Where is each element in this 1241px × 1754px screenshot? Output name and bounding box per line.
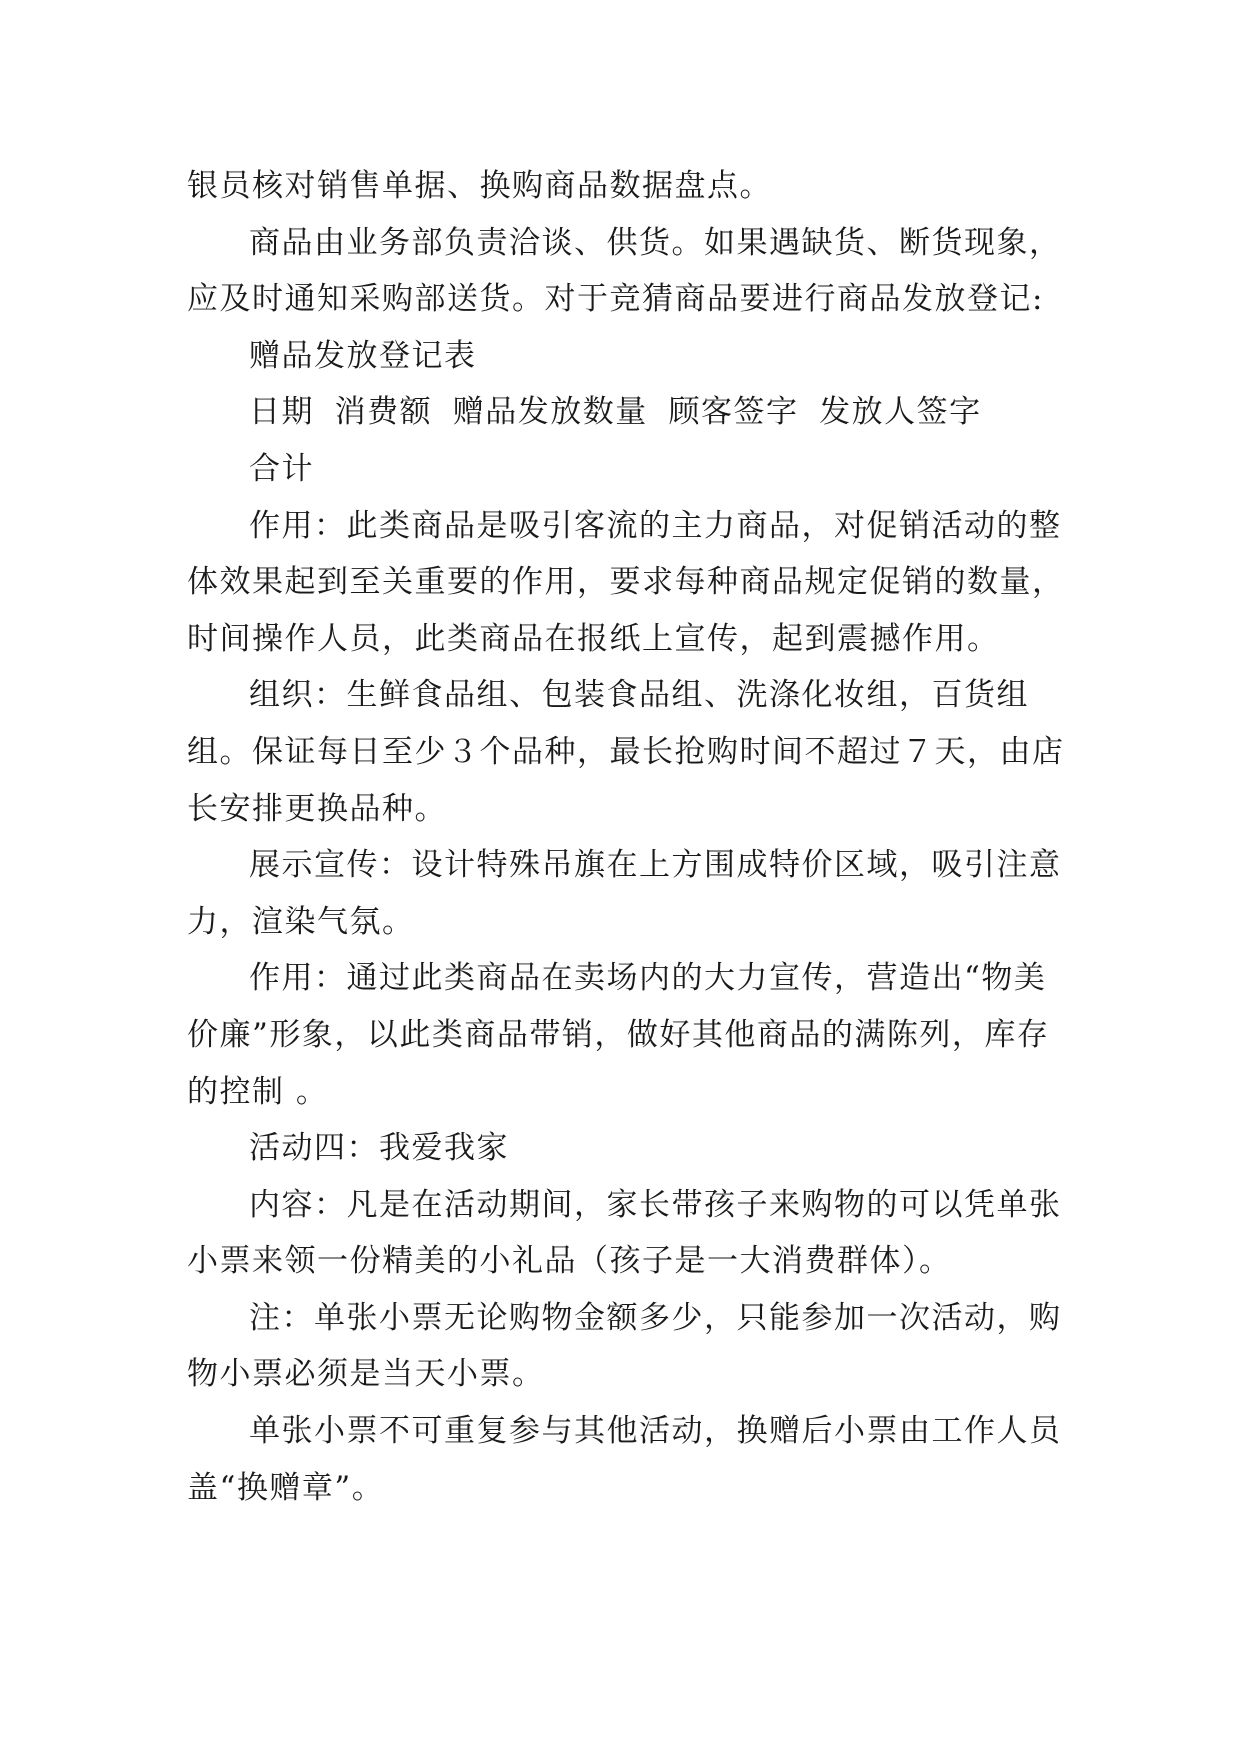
paragraph-supply: 商品由业务部负责洽谈、供货。如果遇缺货、断货现象，应及时通知采购部送货。对于竞猜商品要进行商品发放登记: [187, 224, 1062, 318]
paragraph-effect-1: 作用：此类商品是吸引客流的主力商品，对促销活动的整体效果起到至关重要的作用，要求每种商品规定促销的数量，时间操作人员，此类商品在报纸上宣传，起到震撼作用。 [187, 507, 1065, 657]
paragraph-content: 内容：凡是在活动期间，家长带孩子来购物的可以凭单张小票来领一份精美的小礼品（孩子是一大消费群体）。 [187, 1186, 1062, 1280]
paragraph-organization: 组织：生鲜食品组、包装食品组、洗涤化妆组，百货组组。保证每日至少３个品种，最长抢购时间不超过７天，由店长安排更换品种。 [187, 677, 1065, 827]
paragraph-receipt-rule: 单张小票不可重复参与其他活动，换赠后小票由工作人员盖“换赠章”。 [187, 1413, 1062, 1506]
paragraph-gift-register-title: 赠品发放登记表 [249, 337, 477, 374]
document-body [187, 158, 1067, 1516]
paragraph-cashier-check: 银员核对销售单据、换购商品数据盘点。 [187, 168, 772, 204]
paragraph-activity-four: 活动四：我爱我家 [249, 1130, 509, 1167]
paragraph-note: 注：单张小票无论购物金额多少，只能参加一次活动，购物小票必须是当天小票。 [187, 1299, 1062, 1393]
paragraph-gift-register-columns: 日期 消费额 赠品发放数量 顾客签字 发放人签字 [249, 394, 982, 431]
paragraph-display-promotion: 展示宣传：设计特殊吊旗在上方围成特价区域，吸引注意力，渲染气氛。 [187, 847, 1062, 940]
paragraph-effect-2: 作用：通过此类商品在卖场内的大力宣传，营造出“物美价廉”形象，以此类商品带销，做好其他商品的满陈列，库存的控制 。 [187, 960, 1050, 1110]
paragraph-total: 合计 [249, 450, 314, 487]
